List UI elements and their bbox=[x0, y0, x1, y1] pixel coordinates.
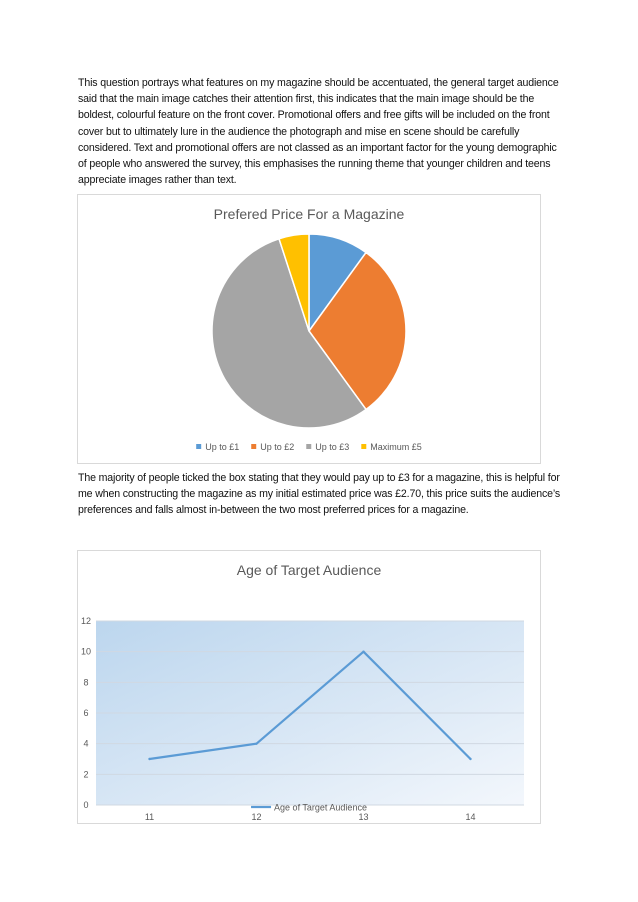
y-tick-label: 12 bbox=[80, 616, 92, 626]
pie-legend-label: Maximum £5 bbox=[370, 442, 422, 452]
y-tick-label: 0 bbox=[83, 800, 89, 810]
x-tick-label: 12 bbox=[251, 812, 262, 822]
pie-legend-item bbox=[361, 442, 422, 452]
pie-legend-label: Up to £2 bbox=[260, 442, 295, 452]
pie-legend-item bbox=[306, 442, 349, 452]
data-point bbox=[255, 742, 257, 744]
pie-chart-title: Prefered Price For a Magazine bbox=[213, 206, 405, 222]
y-tick-label: 10 bbox=[80, 646, 92, 657]
x-tick-label: 13 bbox=[358, 812, 369, 822]
price-pie-svg bbox=[78, 195, 540, 463]
pie-legend-label: Up to £1 bbox=[205, 442, 240, 452]
data-point bbox=[469, 758, 471, 760]
age-line-chart bbox=[77, 550, 541, 824]
x-tick-label: 11 bbox=[144, 812, 155, 822]
y-tick-label: 6 bbox=[83, 708, 89, 718]
intro-paragraph: This question portrays what features on my magazine should be accentuated, the general target audience said that the main image catches their attention first, this indicates that the main image should be the boldest, colourful feature on the front cover. Promotional offers and free gifts will be included on the front cover but to ultimately lure in the audience the photograph and mise en scene should be carefully considered. Text and promotional offers are not classed as an important factor for the young demographic of people who answered the survey, this emphasises the running theme that younger children and teens appreciate images rather than text. bbox=[78, 77, 559, 187]
line-legend-label: Age of Target Audience bbox=[274, 802, 367, 813]
age-line-svg bbox=[78, 551, 540, 823]
legend-swatch bbox=[306, 444, 311, 449]
y-tick-label: 2 bbox=[83, 769, 89, 780]
legend-swatch bbox=[361, 444, 366, 449]
price-pie-chart bbox=[77, 194, 541, 464]
pie-legend-item bbox=[196, 442, 239, 452]
data-point bbox=[148, 758, 150, 760]
legend-swatch bbox=[196, 444, 201, 449]
data-point bbox=[362, 650, 364, 652]
pie-legend-item bbox=[251, 442, 294, 452]
price-analysis-paragraph: The majority of people ticked the box stating that they would pay up to £3 for a magazine, this is helpful for me when constructing the magazine as my initial estimated price was £2.70, this price suits the audience’s preferences and falls almost in-between the two most preferred prices for a magazine. bbox=[78, 472, 561, 517]
y-tick-label: 8 bbox=[83, 677, 89, 688]
pie-legend-label: Up to £3 bbox=[315, 442, 350, 452]
x-tick-label: 14 bbox=[465, 812, 476, 822]
y-tick-label: 4 bbox=[83, 738, 89, 749]
legend-swatch bbox=[251, 444, 256, 449]
line-chart-title: Age of Target Audience bbox=[236, 562, 382, 578]
